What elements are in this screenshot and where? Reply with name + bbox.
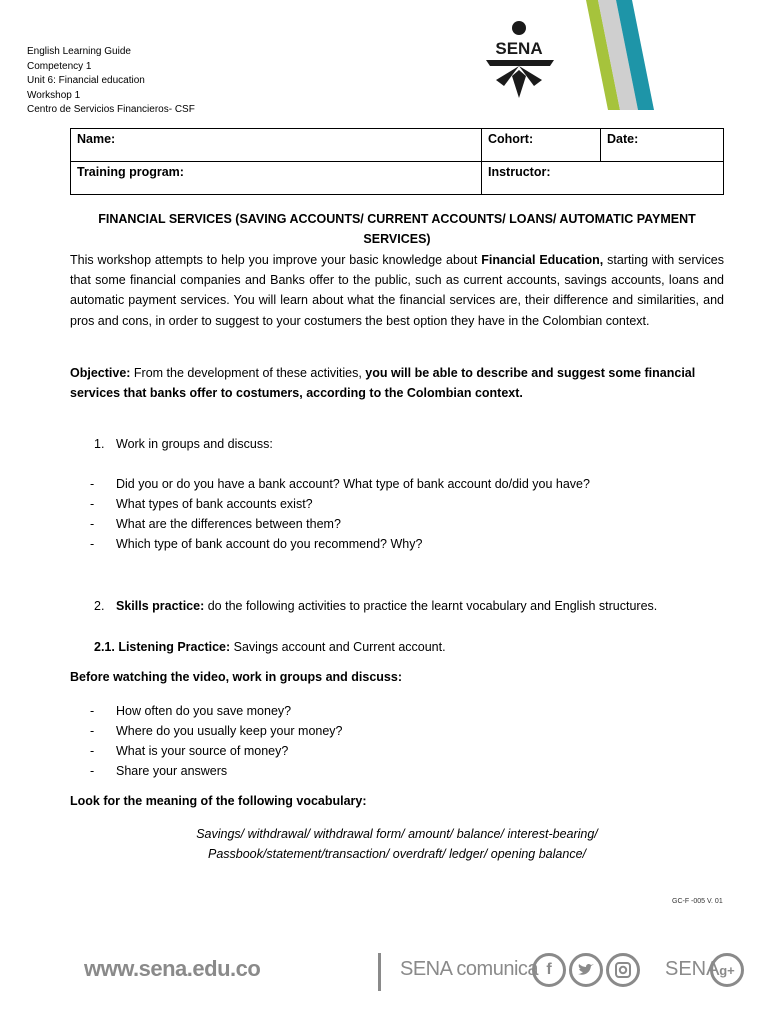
list-item: - Where do you usually keep your money? (90, 721, 343, 741)
section-number: 1. (94, 437, 105, 451)
title-line-2: SERVICES) (363, 232, 431, 246)
list-item: - Which type of bank account do you recommend? Why? (90, 534, 590, 554)
section-1-text: Work in groups and discuss: (116, 437, 273, 451)
discussion-questions-list (90, 474, 590, 554)
twitter-icon[interactable] (569, 953, 603, 987)
intro-text: This workshop attempts to help you improve your basic knowledge about (70, 253, 482, 267)
document-code: GC-F -005 V. 01 (672, 898, 723, 905)
list-item: - Share your answers (90, 761, 343, 781)
decorative-stripes (568, 0, 768, 110)
footer-sena-comunica: SENA comunica (400, 958, 539, 980)
training-program-field[interactable]: Training program: (71, 162, 482, 195)
google-plus-icon[interactable]: g+ (710, 953, 744, 987)
section-2-label: Skills practice: (116, 599, 205, 613)
sena-logo (482, 20, 558, 100)
section-2-1-text: Savings account and Current account. (230, 640, 446, 654)
before-video-heading: Before watching the video, work in groups and discuss: (70, 670, 402, 684)
header-line: Competency 1 (27, 60, 92, 72)
footer-website-link[interactable]: www.sena.edu.co (84, 956, 261, 981)
list-item: - What types of bank accounts exist? (90, 494, 590, 514)
facebook-icon[interactable]: f (532, 953, 566, 987)
instructor-field[interactable]: Instructor: (482, 162, 724, 195)
section-1-heading (94, 437, 273, 451)
header-line: Centro de Servicios Financieros- CSF (27, 104, 195, 116)
before-video-questions-list (90, 701, 343, 781)
intro-bold: Financial Education, (481, 253, 604, 267)
logo-text: SENA (495, 39, 543, 58)
list-item: - What are the differences between them? (90, 514, 590, 534)
objective-text: you will be able to describe and suggest some financial services that banks offer to costumers, according to the Colombian context. (70, 366, 696, 400)
header-line: Unit 6: Financial education (27, 75, 145, 87)
section-2-1-label: 2.1. Listening Practice: (94, 640, 231, 654)
header-line: Workshop 1 (27, 89, 81, 101)
footer-sena-label: SENA (665, 958, 720, 980)
student-info-table (70, 128, 724, 195)
intro-text-continued: starting with services that some financial companies and Banks offer to the public, such as current accounts, savings accounts, loans and automatic payment services. You will learn about what the financial services are, their difference and similarities, and pros and cons, in order to suggest to your costumers the best option they have in the Colombian context. (70, 253, 725, 328)
document-title (70, 209, 724, 249)
date-field[interactable]: Date: (601, 129, 724, 162)
header-line: English Learning Guide (27, 46, 131, 57)
vocabulary-heading: Look for the meaning of the following vocabulary: (70, 794, 367, 808)
intro-paragraph (70, 250, 724, 331)
title-line-1: FINANCIAL SERVICES (SAVING ACCOUNTS/ CURRENT ACCOUNTS/ LOANS/ AUTOMATIC PAYMENT (98, 212, 696, 226)
section-2-heading (94, 599, 657, 613)
vocabulary-line-2: Passbook/statement/transaction/ overdraft/ ledger/ opening balance/ (207, 847, 586, 861)
list-item: - Did you or do you have a bank account? What type of bank account do/did you have? (90, 474, 590, 494)
vocabulary-list (70, 824, 724, 864)
instagram-icon[interactable] (606, 953, 640, 987)
footer-divider (378, 953, 381, 991)
section-2-1-heading (94, 640, 446, 654)
cohort-field[interactable]: Cohort: (482, 129, 601, 162)
objective-text-intro: From the development of these activities, (130, 366, 366, 380)
objective-paragraph (70, 363, 724, 403)
vocabulary-line-1: Savings/ withdrawal/ withdrawal form/ amount/ balance/ interest-bearing/ (196, 827, 598, 841)
section-2-text: do the following activities to practice the learnt vocabulary and English structures. (204, 599, 658, 613)
section-number: 2. (94, 599, 105, 613)
name-field[interactable]: Name: (71, 129, 482, 162)
objective-label: Objective: (70, 366, 131, 380)
list-item: - What is your source of money? (90, 741, 343, 761)
list-item: - How often do you save money? (90, 701, 343, 721)
document-header (27, 45, 195, 118)
